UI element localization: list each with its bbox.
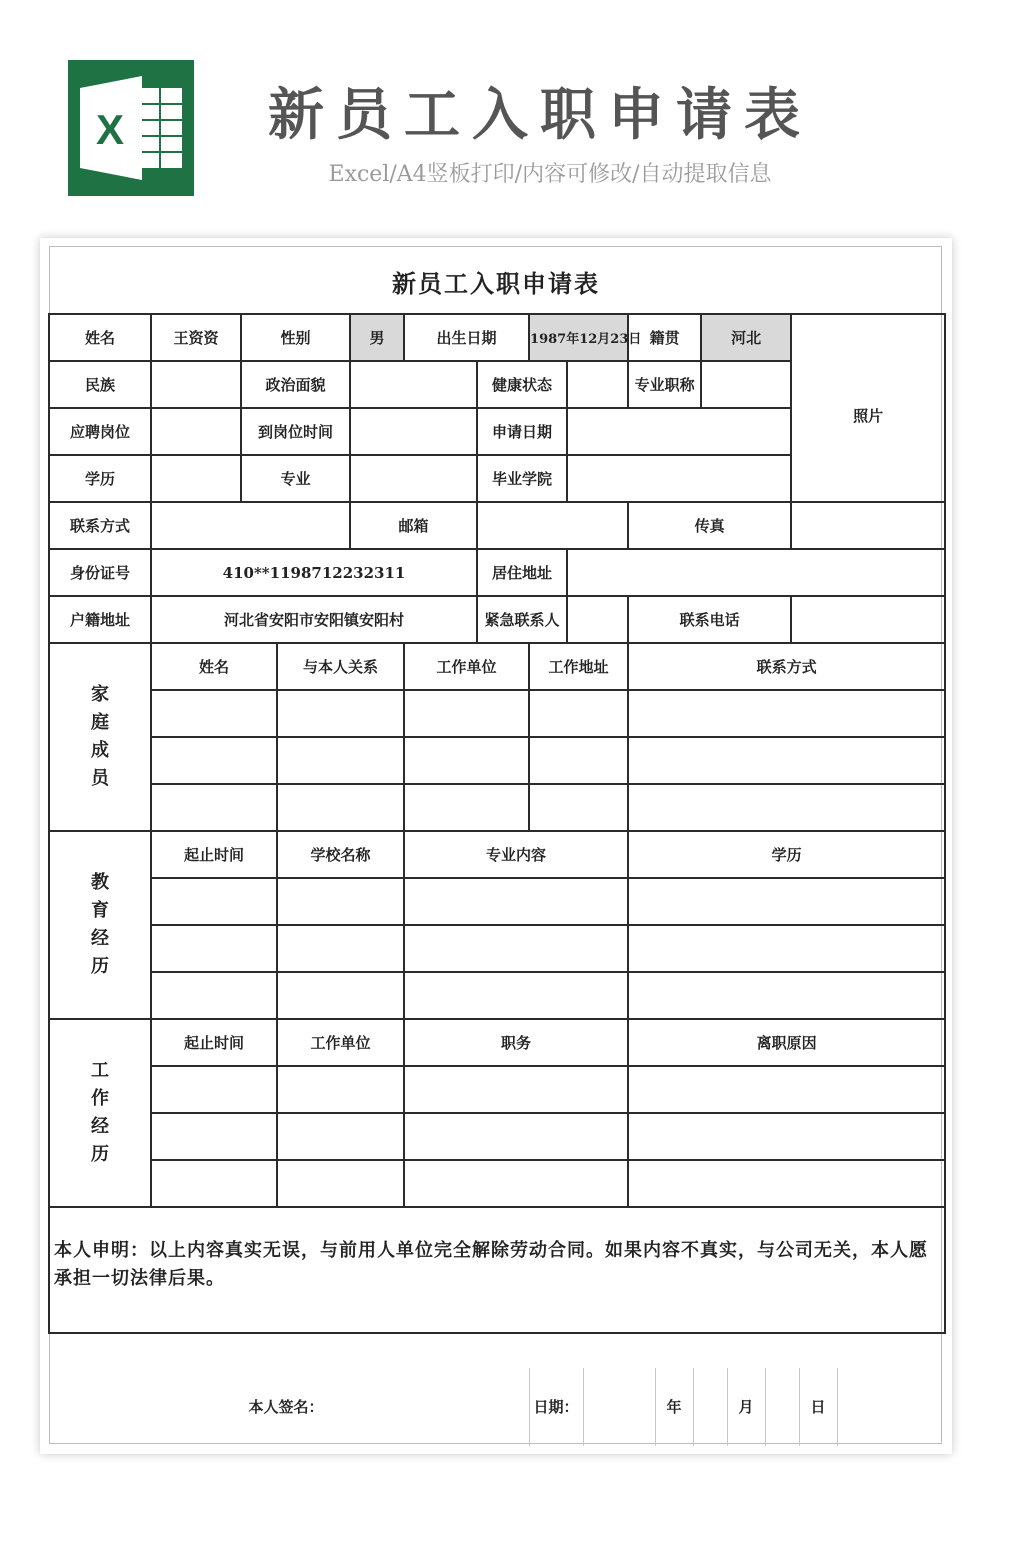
signature-label: 本人签名：	[248, 1398, 324, 1416]
education-section-label: 教 育 经 历	[49, 831, 151, 1019]
ethnicity-value[interactable]	[151, 361, 241, 408]
date-field[interactable]	[583, 1368, 655, 1446]
emergency-phone-label: 联系电话	[628, 596, 791, 643]
work-cell[interactable]	[277, 1066, 404, 1113]
declaration-row	[49, 1207, 945, 1333]
education-cell[interactable]	[404, 972, 628, 1019]
arrival-time-value[interactable]	[350, 408, 477, 455]
birth-date-label: 出生日期	[404, 314, 529, 361]
work-header-position: 职务	[404, 1019, 628, 1066]
major-label: 专业	[241, 455, 350, 502]
work-cell[interactable]	[151, 1113, 277, 1160]
family-header-employer: 工作单位	[404, 643, 529, 690]
family-cell[interactable]	[628, 784, 945, 831]
position-label: 应聘岗位	[49, 408, 151, 455]
work-cell[interactable]	[151, 1160, 277, 1207]
work-header-employer: 工作单位	[277, 1019, 404, 1066]
apply-date-label: 申请日期	[477, 408, 567, 455]
ethnicity-label: 民族	[49, 361, 151, 408]
education-header-school: 学校名称	[277, 831, 404, 878]
education-header-major: 专业内容	[404, 831, 628, 878]
name-value[interactable]: 王资资	[151, 314, 241, 361]
work-section-label: 工 作 经 历	[49, 1019, 151, 1207]
family-cell[interactable]	[529, 737, 628, 784]
table-row	[49, 1066, 945, 1113]
family-header-contact: 联系方式	[628, 643, 945, 690]
form-row-contact	[49, 502, 945, 549]
family-cell[interactable]	[151, 784, 277, 831]
month-label: 月	[738, 1398, 754, 1416]
table-row	[49, 737, 945, 784]
family-cell[interactable]	[628, 737, 945, 784]
emergency-phone-value[interactable]	[791, 596, 945, 643]
form-row-hukou	[49, 596, 945, 643]
family-cell[interactable]	[404, 690, 529, 737]
education-header-degree: 学历	[628, 831, 945, 878]
month-field[interactable]	[765, 1368, 799, 1446]
education-cell[interactable]	[151, 972, 277, 1019]
family-header-work-address: 工作地址	[529, 643, 628, 690]
origin-label: 籍贯	[628, 314, 701, 361]
email-label: 邮箱	[350, 502, 477, 549]
signature-field[interactable]	[463, 1368, 517, 1446]
hukou-address-value[interactable]: 河北省安阳市安阳镇安阳村	[151, 596, 477, 643]
gender-label: 性别	[241, 314, 350, 361]
birth-date-value[interactable]: 1987年12月23日	[529, 314, 628, 361]
name-label: 姓名	[49, 314, 151, 361]
table-row	[49, 878, 945, 925]
education-cell[interactable]	[628, 972, 945, 1019]
family-cell[interactable]	[151, 690, 277, 737]
declaration-text: 本人申明：以上内容真实无误，与前用人单位完全解除劳动合同。如果内容不真实，与公司无关，本人愿承担一切法律后果。	[49, 1207, 945, 1333]
family-cell[interactable]	[529, 784, 628, 831]
education-label: 学历	[49, 455, 151, 502]
apply-date-value[interactable]	[567, 408, 791, 455]
work-cell[interactable]	[404, 1066, 628, 1113]
residence-label: 居住地址	[477, 549, 567, 596]
major-value[interactable]	[350, 455, 477, 502]
work-header-leave-reason: 离职原因	[628, 1019, 945, 1066]
page-subtitle: Excel/A4竖板打印/内容可修改/自动提取信息	[328, 162, 772, 187]
excel-logo-letter: X	[95, 106, 125, 153]
origin-value[interactable]: 河北	[701, 314, 791, 361]
contact-value[interactable]	[151, 502, 350, 549]
family-section-label: 家 庭 成 员	[49, 643, 151, 831]
table-row	[49, 972, 945, 1019]
health-status-label: 健康状态	[477, 361, 567, 408]
education-cell[interactable]	[404, 878, 628, 925]
education-cell[interactable]	[151, 878, 277, 925]
professional-title-value[interactable]	[701, 361, 791, 408]
family-cell[interactable]	[277, 737, 404, 784]
education-value[interactable]	[151, 455, 241, 502]
date-label: 日期：	[533, 1398, 579, 1416]
family-cell[interactable]	[277, 784, 404, 831]
work-cell[interactable]	[277, 1113, 404, 1160]
education-cell[interactable]	[277, 972, 404, 1019]
emergency-contact-label: 紧急联系人	[477, 596, 567, 643]
email-value[interactable]	[477, 502, 628, 549]
table-row	[49, 784, 945, 831]
day-field[interactable]	[837, 1368, 943, 1446]
work-header-period: 起止时间	[151, 1019, 277, 1066]
page-title: 新员工入职申请表	[268, 82, 812, 148]
work-cell[interactable]	[628, 1066, 945, 1113]
hukou-address-label: 户籍地址	[49, 596, 151, 643]
gender-value[interactable]: 男	[350, 314, 404, 361]
education-cell[interactable]	[404, 925, 628, 972]
education-cell[interactable]	[151, 925, 277, 972]
fax-value[interactable]	[791, 502, 945, 549]
health-status-value[interactable]	[567, 361, 628, 408]
education-cell[interactable]	[277, 925, 404, 972]
political-status-label: 政治面貌	[241, 361, 350, 408]
residence-value[interactable]	[567, 549, 945, 596]
professional-title-label: 专业职称	[628, 361, 701, 408]
work-cell[interactable]	[151, 1066, 277, 1113]
family-cell[interactable]	[628, 690, 945, 737]
id-number-label: 身份证号	[49, 549, 151, 596]
year-field[interactable]	[693, 1368, 727, 1446]
family-cell[interactable]	[404, 737, 529, 784]
work-cell[interactable]	[404, 1160, 628, 1207]
table-row	[49, 690, 945, 737]
year-label: 年	[666, 1398, 682, 1416]
form-row-id	[49, 549, 945, 596]
education-header-row	[49, 831, 945, 878]
signature-row	[49, 1368, 943, 1446]
school-value[interactable]	[567, 455, 791, 502]
work-cell[interactable]	[404, 1113, 628, 1160]
work-header-row	[49, 1019, 945, 1066]
form-row-basic-1	[49, 314, 945, 361]
photo-cell[interactable]: 照片	[791, 314, 945, 502]
emergency-contact-value[interactable]	[567, 596, 628, 643]
school-label: 毕业学院	[477, 455, 567, 502]
family-header-name: 姓名	[151, 643, 277, 690]
excel-logo-icon	[68, 60, 194, 196]
education-cell[interactable]	[628, 925, 945, 972]
day-label: 日	[810, 1398, 826, 1416]
table-row	[49, 1160, 945, 1207]
contact-label: 联系方式	[49, 502, 151, 549]
family-cell[interactable]	[277, 690, 404, 737]
family-cell[interactable]	[151, 737, 277, 784]
education-cell[interactable]	[628, 878, 945, 925]
work-cell[interactable]	[628, 1113, 945, 1160]
political-status-value[interactable]	[350, 361, 477, 408]
arrival-time-label: 到岗位时间	[241, 408, 350, 455]
family-header-relation: 与本人关系	[277, 643, 404, 690]
table-row	[49, 925, 945, 972]
position-value[interactable]	[151, 408, 241, 455]
work-cell[interactable]	[277, 1160, 404, 1207]
fax-label: 传真	[628, 502, 791, 549]
family-cell[interactable]	[404, 784, 529, 831]
application-form-table	[48, 313, 946, 1334]
education-header-period: 起止时间	[151, 831, 277, 878]
id-number-value[interactable]: 410**1198712232311	[151, 549, 477, 596]
family-header-row	[49, 643, 945, 690]
family-cell[interactable]	[529, 690, 628, 737]
work-cell[interactable]	[628, 1160, 945, 1207]
education-cell[interactable]	[277, 878, 404, 925]
form-title: 新员工入职申请表	[392, 269, 600, 298]
table-row	[49, 1113, 945, 1160]
